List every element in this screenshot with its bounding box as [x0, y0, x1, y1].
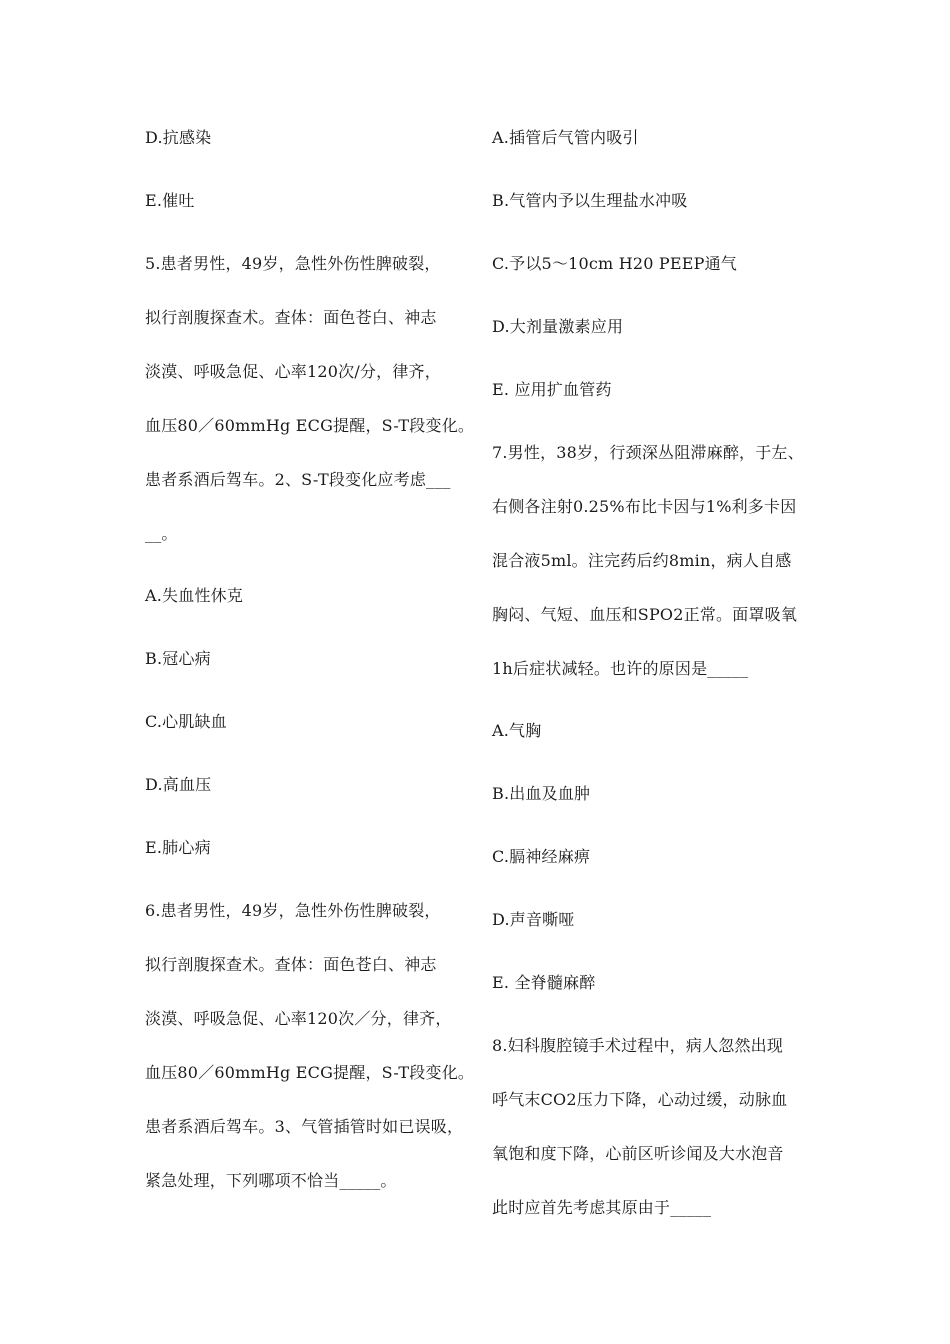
option-c-line: C.膈神经麻痹: [492, 847, 591, 866]
question-8-line: 呼气末CO2压力下降，心动过缓，动脉血: [492, 1090, 788, 1109]
question-8-line: 氧饱和度下降，心前区听诊闻及大水泡音: [492, 1144, 784, 1163]
question-6-line: 淡漠、呼吸急促、心率120次／分，律齐，: [145, 1009, 452, 1028]
option-e-line: E. 应用扩血管药: [492, 380, 612, 399]
question-7-line: 1h后症状减轻。也许的原因是_____: [492, 659, 749, 678]
option-d-line: D.高血压: [145, 775, 212, 794]
question-6-line: 拟行剖腹探查术。查体：面色苍白、神志: [145, 955, 437, 974]
question-5-line: 5.患者男性，49岁，急性外伤性脾破裂，: [145, 254, 441, 273]
question-6-line: 患者系酒后驾车。3、气管插管时如已误吸，: [145, 1117, 464, 1136]
question-7-line: 7.男性，38岁，行颈深丛阻滞麻醉，于左、: [492, 443, 804, 462]
option-b-line: B.冠心病: [145, 649, 211, 668]
question-5-line: 血压80／60mmHg ECG提醒，S-T段变化。: [145, 416, 475, 435]
option-e-line: E. 全脊髓麻醉: [492, 973, 596, 992]
option-d-line: D.抗感染: [145, 128, 212, 147]
question-8-line: 此时应首先考虑其原由于_____: [492, 1198, 712, 1217]
option-b-line: B.气管内予以生理盐水冲吸: [492, 191, 688, 210]
question-5-line: 拟行剖腹探查术。查体：面色苍白、神志: [145, 308, 437, 327]
question-8-line: 8.妇科腹腔镜手术过程中，病人忽然出现: [492, 1036, 784, 1055]
question-5-line: __。: [145, 524, 178, 543]
option-d-line: D.声音嘶哑: [492, 910, 575, 929]
question-7-line: 混合液5ml。注完药后约8min，病人自感: [492, 551, 792, 570]
question-7-line: 右侧各注射0.25%布比卡因与1%利多卡因: [492, 497, 797, 516]
question-6-line: 血压80／60mmHg ECG提醒，S-T段变化。: [145, 1063, 475, 1082]
question-6-line: 6.患者男性，49岁，急性外伤性脾破裂，: [145, 901, 441, 920]
option-e-line: E.催吐: [145, 191, 195, 210]
option-c-line: C.予以5～10cm H20 PEEP通气: [492, 254, 738, 273]
option-d-line: D.大剂量激素应用: [492, 317, 624, 336]
question-6-line: 紧急处理，下列哪项不恰当_____。: [145, 1171, 397, 1190]
question-7-line: 胸闷、气短、血压和SPO2正常。面罩吸氧: [492, 605, 798, 624]
option-a-line: A.插管后气管内吸引: [492, 128, 639, 147]
option-a-line: A.气胸: [492, 721, 542, 740]
question-5-line: 患者系酒后驾车。2、S-T段变化应考虑___: [145, 470, 451, 489]
option-e-line: E.肺心病: [145, 838, 211, 857]
option-c-line: C.心肌缺血: [145, 712, 227, 731]
option-b-line: B.出血及血肿: [492, 784, 591, 803]
option-a-line: A.失血性休克: [145, 586, 244, 605]
question-5-line: 淡漠、呼吸急促、心率120次/分，律齐，: [145, 362, 441, 381]
